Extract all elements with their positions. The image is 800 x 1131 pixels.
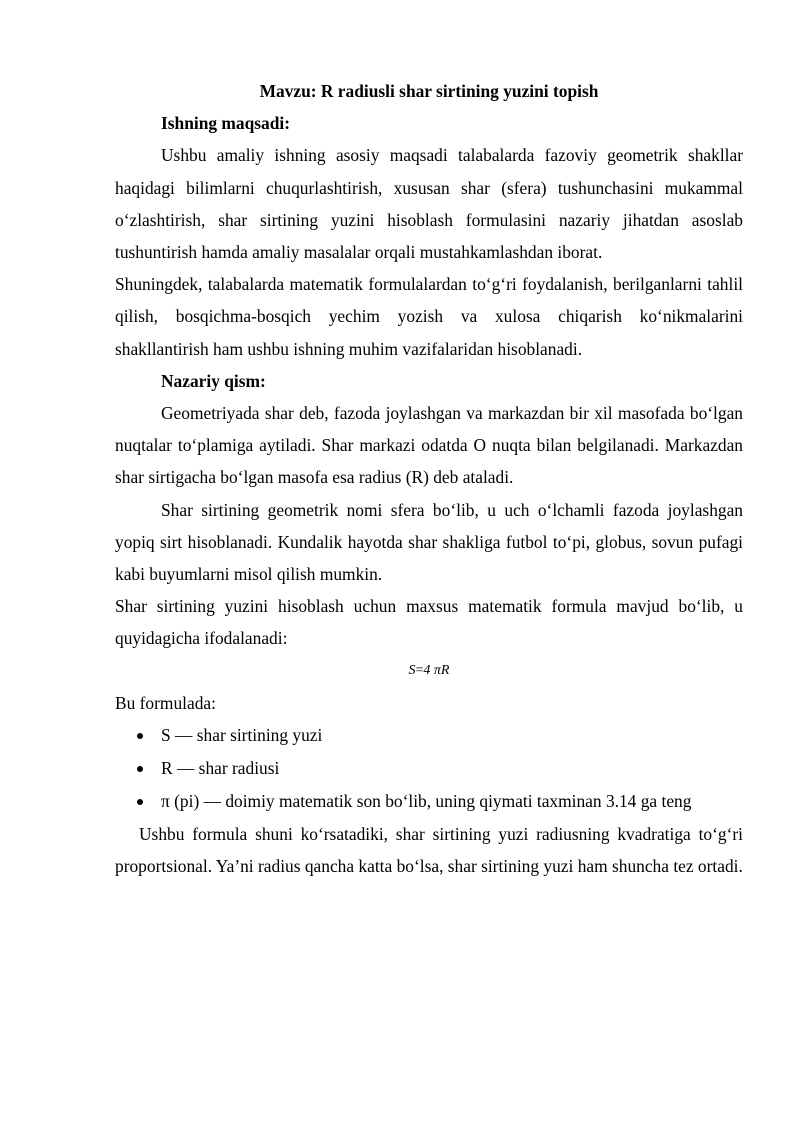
formula-equals: = (415, 662, 424, 678)
area-formula (115, 655, 743, 687)
list-item-text: R — shar radiusi (161, 757, 280, 778)
list-item (137, 719, 743, 752)
theory-paragraph-2: Shar sirtining geometrik nomi sfera bo‘lib, u uch o‘lchamli fazoda joylashgan yopiq sirt hisoblanadi. Kundalik hayotda shar shakliga futbol to‘pi, globus, sovun pufagi kabi buyumlarni misol qilish mumkin. (115, 499, 743, 585)
bullet-icon (137, 766, 143, 772)
list-item (137, 785, 743, 818)
aim-heading: Ishning maqsadi: (161, 113, 291, 134)
document-title: Mavzu: R radiusli shar sirtining yuzini topish (259, 81, 599, 101)
bullet-icon (137, 799, 143, 805)
theory-paragraph-1: Geometriyada shar deb, fazoda joylashgan va markazdan bir xil masofada bo‘lgan nuqtalar to‘plamiga aytiladi. Shar markazi odatda O nuqta bilan belgilanadi. Markazdan shar sirtigacha bo‘lgan masofa esa radius (R) deb ataladi. (115, 403, 743, 488)
bullet-icon (137, 733, 143, 739)
aim-paragraph-2: Shuningdek, talabalarda matematik formulalardan to‘g‘ri foydalanish, berilganlarni tahlil qilish, bosqichma-bosqich yechim yozish va xulosa chiqarish ko‘nikmalarini shakllantirish ham ushbu ishning muhim vazifalaridan hisoblanadi. (115, 274, 743, 359)
formula-intro: Bu formulada: (115, 692, 216, 713)
list-item-text: S — shar sirtining yuzi (161, 724, 323, 745)
formula-rhs: 4 πR (423, 662, 450, 678)
theory-heading: Nazariy qism: (161, 370, 266, 391)
theory-paragraph-3: Shar sirtining yuzini hisoblash uchun maxsus matematik formula mavjud bo‘lib, u quyidagicha ifodalanadi: (115, 596, 743, 649)
list-item-text: π (pi) — doimiy matematik son bo‘lib, uning qiymati taxminan 3.14 ga teng (161, 790, 692, 811)
list-item (137, 752, 743, 785)
conclusion-paragraph: Ushbu formula shuni ko‘rsatadiki, shar sirtining yuzi radiusning kvadratiga to‘g‘ri proportsional. Ya’ni radius qancha katta bo‘lsa, shar sirtining yuzi ham shuncha tez ortadi. (115, 823, 743, 877)
aim-paragraph-1: Ushbu amaliy ishning asosiy maqsadi talabalarda fazoviy geometrik shakllar haqidagi bilimlarni chuqurlashtirish, xususan shar (sfera) tushunchasini mukammal o‘zlashtirish, shar sirtining yuzini hisoblash formulasini nazariy jihatdan asoslab tushuntirish hamda amaliy masalalar orqali mustahkamlashdan iborat. (115, 145, 743, 263)
formula-lhs: S (408, 662, 416, 678)
formula-terms-list (115, 719, 743, 818)
